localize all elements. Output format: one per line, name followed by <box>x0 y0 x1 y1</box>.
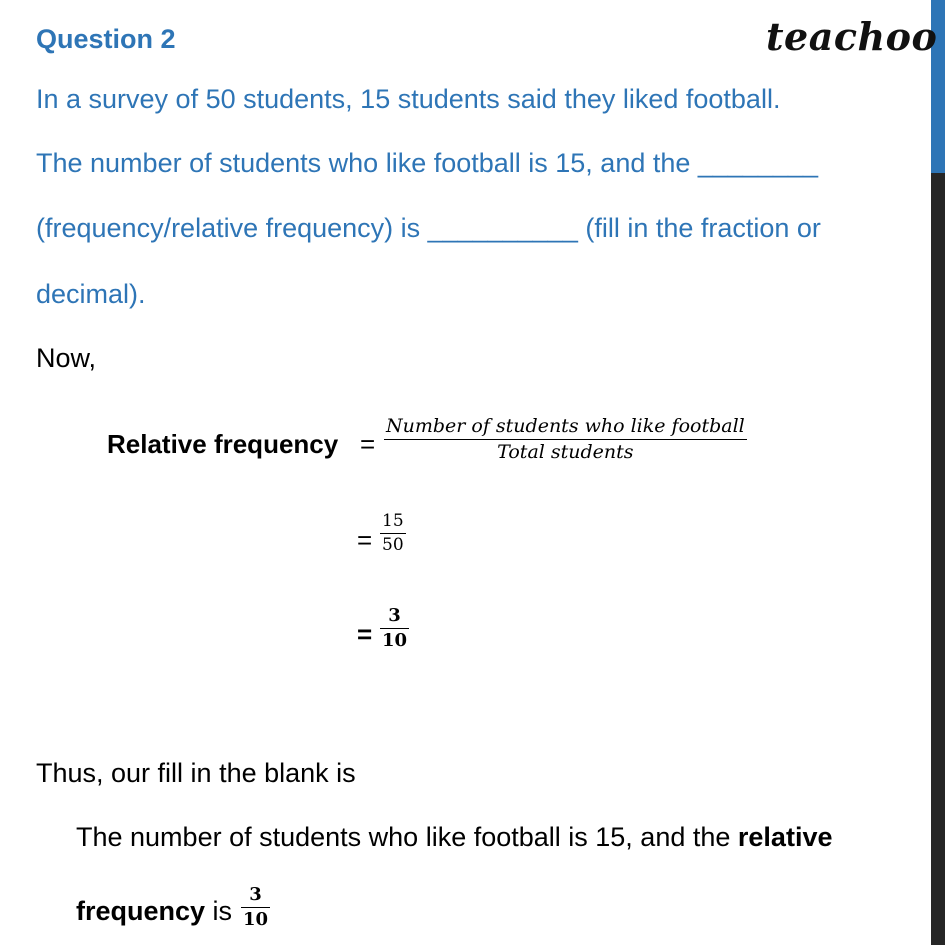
step1-numerator: 15 <box>382 511 404 531</box>
relative-frequency-label: Relative frequency <box>107 429 339 459</box>
right-bar-dark <box>931 173 945 945</box>
teachoo-logo: teachoo <box>766 14 938 59</box>
relative-frequency-fraction <box>384 416 747 463</box>
right-edge-bar <box>931 0 945 945</box>
answer-line-2 <box>76 896 232 927</box>
step1-fraction-bar <box>380 533 406 535</box>
equals-sign-3: = <box>357 619 373 649</box>
step2-numerator: 3 <box>388 605 401 626</box>
step2-fraction-bar <box>380 628 409 630</box>
step2-denominator: 10 <box>382 630 408 652</box>
question-line-1: In a survey of 50 students, 15 students said they liked football. <box>36 84 781 114</box>
fraction-numerator: Number of students who like football <box>386 415 745 437</box>
answer-bold-frequency: frequency <box>76 896 206 926</box>
answer-fraction <box>241 885 270 930</box>
answer-line-1-text: The number of students who like football is 15, and the <box>76 822 738 852</box>
step1-denominator: 50 <box>382 535 404 556</box>
answer-numerator: 3 <box>249 884 262 905</box>
step1-fraction <box>380 512 406 555</box>
answer-line-1 <box>76 822 832 853</box>
question-line-4: decimal). <box>36 279 146 309</box>
answer-fraction-bar <box>241 907 270 909</box>
fraction-denominator: Total students <box>497 441 634 464</box>
equals-sign-2: = <box>357 525 373 555</box>
question-title: Question 2 <box>36 24 176 54</box>
question-line-3: (frequency/relative frequency) is __________ (fill in the fraction or <box>36 213 821 243</box>
question-line-2: The number of students who like football is 15, and the ________ <box>36 148 819 178</box>
answer-denominator: 10 <box>243 909 269 931</box>
answer-bold-relative: relative <box>737 822 833 852</box>
now-text: Now, <box>36 343 97 373</box>
fraction-bar <box>384 439 747 441</box>
answer-line-2-text: is <box>205 896 233 926</box>
step2-fraction <box>380 606 409 651</box>
equals-sign-1: = <box>360 429 376 459</box>
thus-text: Thus, our fill in the blank is <box>36 758 356 788</box>
